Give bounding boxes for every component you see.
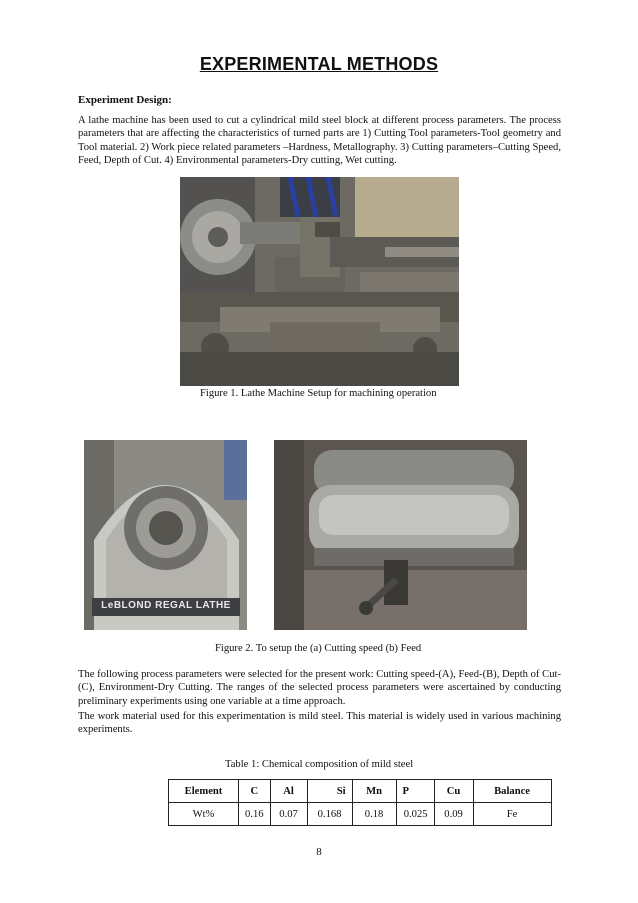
table-cell: 0.025 bbox=[396, 803, 434, 826]
table-cell: 0.09 bbox=[434, 803, 473, 826]
table-header-cell: Si bbox=[307, 780, 352, 803]
table-cell: 0.16 bbox=[239, 803, 271, 826]
table-caption: Table 1: Chemical composition of mild steel bbox=[225, 759, 414, 770]
table-cell: Fe bbox=[473, 803, 551, 826]
table-cell: Wt% bbox=[169, 803, 239, 826]
table-header-cell: Mn bbox=[352, 780, 396, 803]
table-header-cell: C bbox=[239, 780, 271, 803]
section-heading: Experiment Design: bbox=[78, 94, 172, 106]
lathe-machine-photo bbox=[180, 177, 459, 386]
chemical-composition-table bbox=[168, 779, 552, 826]
paragraph-process-parameters: The following process parameters were selected for the present work: Cutting speed-(A), Feed-(B), Depth of Cut-(C), Environment-Dry Cutting. The ranges of the selected process parameters were ascertained by conducting preliminary experiments using one variable at a time approach. bbox=[78, 669, 561, 707]
table-cell: 0.07 bbox=[270, 803, 307, 826]
table-header-cell: Balance bbox=[473, 780, 551, 803]
figure1-caption: Figure 1. Lathe Machine Setup for machining operation bbox=[200, 388, 437, 399]
figure2-caption: Figure 2. To setup the (a) Cutting speed (b) Feed bbox=[215, 643, 422, 654]
page-title: EXPERIMENTAL METHODS bbox=[199, 54, 439, 74]
lathe-brand-plate-text: LeBLOND REGAL LATHE bbox=[101, 600, 231, 611]
table-header-row bbox=[169, 780, 552, 803]
page-number: 8 bbox=[316, 846, 322, 858]
paragraph-experiment-design: A lathe machine has been used to cut a cylindrical mild steel block at different process parameters. The process parameters that are affecting the characteristics of turned parts are 1) Cutting Tool parameters-Tool geometry and Tool material. 2) Work piece related parameters –Hardness, Metallography. 3) Cutting parameters–Cutting Speed, Feed, Depth of Cut. 4) Environmental parameters-Dry cutting, Wet cutting. bbox=[78, 115, 561, 167]
table-cell: 0.168 bbox=[307, 803, 352, 826]
table-row bbox=[169, 803, 552, 826]
table-header-cell: P bbox=[396, 780, 434, 803]
cutting-speed-dial-photo bbox=[84, 440, 247, 630]
table-cell: 0.18 bbox=[352, 803, 396, 826]
table-header-cell: Al bbox=[270, 780, 307, 803]
feed-setup-photo bbox=[274, 440, 527, 630]
paragraph-work-material: The work material used for this experimentation is mild steel. This material is widely used in various machining experiments. bbox=[78, 711, 561, 736]
table-header-cell: Element bbox=[169, 780, 239, 803]
table-header-cell: Cu bbox=[434, 780, 473, 803]
